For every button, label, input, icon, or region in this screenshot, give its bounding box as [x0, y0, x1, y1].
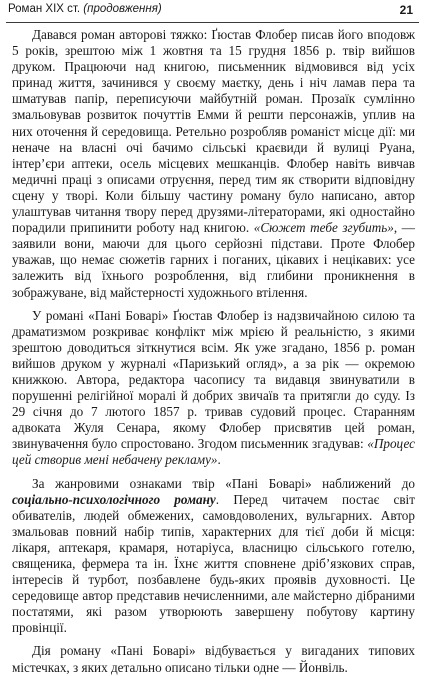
paragraph-1	[12, 27, 415, 301]
paragraph-4	[12, 643, 415, 675]
paragraph-3	[12, 476, 415, 637]
p2-quote: «Процес цей створив мені небачену рекламу»	[12, 436, 415, 468]
p1-text-a: Давався роман авторові тяжко: Ґюстав Флобер писав його вподовж 5 років, зрештою між 1 жовтня та 15 грудня 1856 р. твір вийшов друком. Працюючи над книгою, письменник відмовився від усіх принад життя, зачинився у своєму маєтку, день і ніч ламав пера та шматував папір, переписуючи майбутній роман. Прозаїк сумлінно змальовував розвиток почуттів Емми й решти персонажів, уплив на них оточення й середовища. Ретельно розробляв романіст місце дії: ми неначе на власні очі бачимо сільські краєвиди й вулиці Руана, інтер’єри аптеки, осель місцевих мешканців. Флобер навіть вивчав медичні праці з описами отруєння, перед тим як створити відповідну сцену у творі. Коли більшу частину роману було написано, автор улаштував читання твору перед друзями-літераторами, які одностайно порадили припинити роботу над книгою.	[12, 27, 415, 236]
section-continuation: (продовження)	[83, 3, 162, 15]
paragraph-2	[12, 308, 415, 469]
p3-text-a: За жанровими ознаками твір «Пані Боварі» наближений до	[32, 475, 415, 491]
p3-text-b: . Перед читачем постає світ обивателів, людей обмежених, самовдоволених, вульгарних. Автор змальовав повний набір типів, характерних для тієї доби й місця: лікаря, аптекаря, крамаря, нотаріуса, власницю сільського готелю, священика, фермера та ін. Їхнє життя сповнене дріб’язкових справ, інтересів й турбот, позбавлене будь-яких проявів духовності. Це середовище автор представив нечисленними, але майстерно дібраними постатями, які разом утворюють завершену побутову картину провінції.	[12, 491, 415, 636]
running-header	[6, 0, 419, 23]
p1-text-b: , — заявили вони, маючи для цього серйозні підстави. Проте Флобер уважав, що немає сюжетів гарних і поганих, цікавих і нецікавих: усе залежить від їхнього розроблення, від глибини проникнення в зображуване, від майстерності художнього втілення.	[12, 220, 415, 300]
p2-text-b: .	[217, 452, 221, 468]
page-number: 21	[399, 3, 413, 17]
p1-quote: «Сюжет тебе згубить»	[253, 220, 394, 236]
section-title	[8, 3, 162, 15]
p2-text-a: У романі «Пані Боварі» Ґюстав Флобер із надзвичайною силою та драматизмом розкриває конфлікт між мрією й реальністю, з якими зрештою доводиться зіткнутися всім. Як уже згадано, 1856 р. роман вийшов друком у журналі «Паризький огляд», а за рік — окремою книжкою. Автора, редактора часопису та видавця звинуватили в порушенні релігійної моралі й добрих звичаїв та притягли до суду. Із 29 січня до 7 лютого 1857 р. тривав судовий процес. Старанням адвоката Жуля Сенара, якому Флобер присвятив цей роман, звинувачення було спростовано. Згодом письменник згадував:	[12, 307, 415, 452]
p4-text: Дія роману «Пані Боварі» відбувається у вигаданих типових містечках, з яких детально описано тільки одне — Йонвіль.	[12, 643, 415, 675]
section-title-text: Роман ХІХ ст.	[8, 3, 84, 15]
p3-genre-emphasis: соціально-психологічного роману	[12, 491, 216, 507]
body-text	[12, 23, 415, 676]
